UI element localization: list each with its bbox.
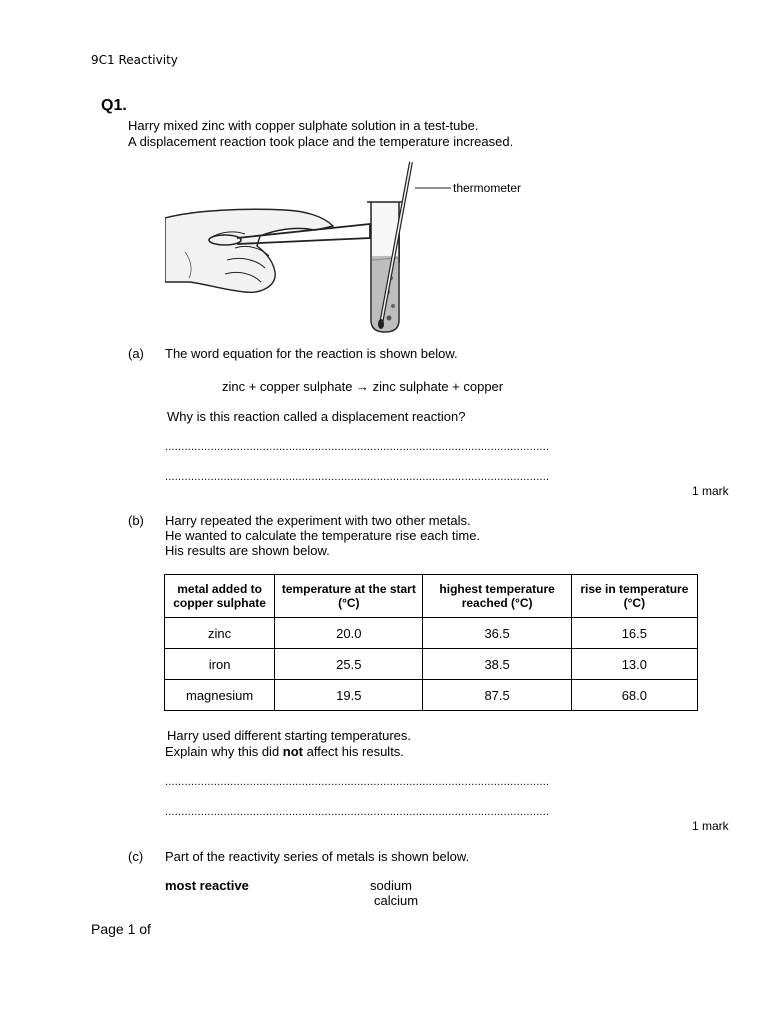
- cell-metal: iron: [165, 649, 275, 680]
- cell-highest: 36.5: [423, 618, 571, 649]
- part-b-line-2: He wanted to calculate the temperature rise each time.: [165, 528, 481, 543]
- intro-line-2: A displacement reaction took place and the temperature increased.: [128, 134, 514, 149]
- table-header-row: [165, 575, 698, 618]
- document-header: 9C1 Reactivity: [91, 53, 178, 67]
- question-text: Explain why this did: [165, 744, 283, 759]
- part-b-mark: 1 mark: [692, 819, 729, 833]
- experiment-figure: [165, 160, 537, 335]
- cell-metal: zinc: [165, 618, 275, 649]
- word-equation: zinc + copper sulphate → zinc sulphate + copper: [222, 379, 504, 394]
- answer-line-a-1: ......................................................................................................................: [165, 441, 550, 453]
- part-a-prompt: Why is this reaction called a displacement reaction?: [167, 409, 466, 424]
- cell-highest: 87.5: [423, 680, 571, 711]
- intro-line-1: Harry mixed zinc with copper sulphate solution in a test-tube.: [128, 118, 479, 133]
- part-a-label: (a): [128, 346, 144, 361]
- table-row: [165, 618, 698, 649]
- cell-rise: 16.5: [571, 618, 697, 649]
- thermometer-label: thermometer: [453, 181, 522, 195]
- answer-line-a-2: ......................................................................................................................: [165, 471, 550, 483]
- part-b-question-2: [165, 744, 404, 759]
- cell-rise: 68.0: [571, 680, 697, 711]
- table-row: [165, 680, 698, 711]
- header-start-temp: temperature at the start (°C): [275, 575, 423, 618]
- most-reactive-label: most reactive: [165, 878, 249, 893]
- header-rise: rise in temperature (°C): [571, 575, 697, 618]
- part-b-line-1: Harry repeated the experiment with two other metals.: [165, 513, 471, 528]
- part-b-line-3: His results are shown below.: [165, 543, 330, 558]
- answer-line-b-2: ......................................................................................................................: [165, 806, 550, 818]
- cell-start: 19.5: [275, 680, 423, 711]
- part-c-label: (c): [128, 849, 144, 864]
- reactivity-metal: calcium: [374, 893, 419, 908]
- question-emphasis: not: [282, 744, 303, 759]
- reactivity-metal: sodium: [370, 878, 412, 893]
- cell-start: 25.5: [275, 649, 423, 680]
- part-b-question-1: Harry used different starting temperatures.: [167, 728, 411, 743]
- part-c-text: Part of the reactivity series of metals is shown below.: [165, 849, 470, 864]
- part-a-text: The word equation for the reaction is shown below.: [165, 346, 458, 361]
- cell-rise: 13.0: [571, 649, 697, 680]
- cell-highest: 38.5: [423, 649, 571, 680]
- page-footer: Page 1 of: [91, 921, 151, 937]
- part-b-label: (b): [128, 513, 144, 528]
- test-tube-illustration: [165, 160, 537, 335]
- cell-metal: magnesium: [165, 680, 275, 711]
- part-a-mark: 1 mark: [692, 484, 729, 498]
- question-text-end: affect his results.: [303, 744, 404, 759]
- answer-line-b-1: ......................................................................................................................: [165, 776, 550, 788]
- header-metal: metal added to copper sulphate: [165, 575, 275, 618]
- results-table: [164, 574, 698, 711]
- cell-start: 20.0: [275, 618, 423, 649]
- header-highest-temp: highest temperature reached (°C): [423, 575, 571, 618]
- table-row: [165, 649, 698, 680]
- question-number: Q1.: [101, 97, 127, 114]
